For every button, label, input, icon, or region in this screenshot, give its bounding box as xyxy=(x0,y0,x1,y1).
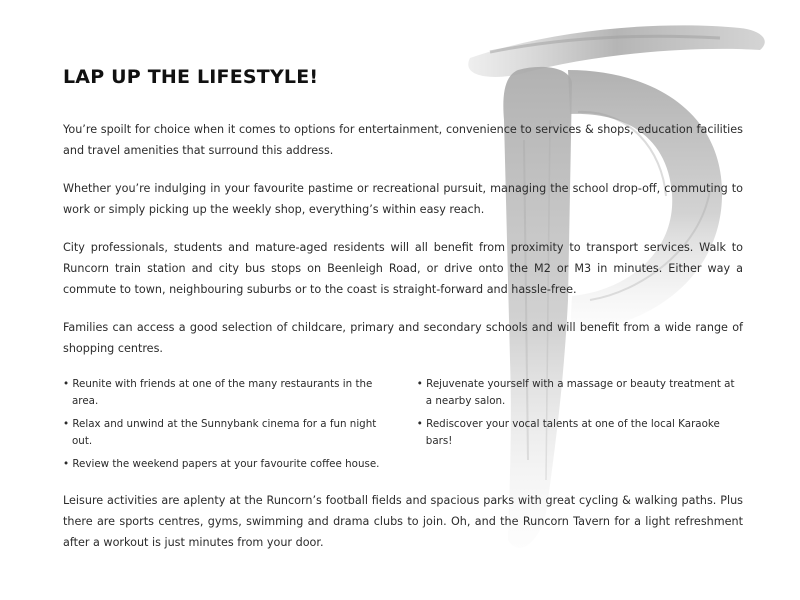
bullet-karaoke: • Rediscover your vocal talents at one of the local Karaoke bars! xyxy=(416,418,720,447)
bullet-restaurants: • Reunite with friends at one of the many restaurants in the area. xyxy=(63,378,373,407)
leisure-paragraph: Leisure activities are aplenty at the Runcorn’s football fields and spacious parks with great cycling & walking paths. Plus there are sports centres, gyms, swimming and drama clubs to join. Oh, and the Runcorn Tavern for a light refreshment after a workout is just minutes from your door. xyxy=(63,494,743,549)
families-paragraph: Families can access a good selection of childcare, primary and secondary schools and will benefit from a wide range of shopping centres. xyxy=(63,321,743,355)
lifestyle-paragraph: Whether you’re indulging in your favourite pastime or recreational pursuit, managing the school drop-off, commuting to work or simply picking up the weekly shop, everything’s within easy reach. xyxy=(63,182,743,216)
page-content xyxy=(63,63,743,570)
bullet-column-right xyxy=(417,376,743,473)
page-title: LAP UP THE LIFESTYLE! xyxy=(63,66,319,88)
bullet-cinema: • Relax and unwind at the Sunnybank cinema for a fun night out. xyxy=(63,418,377,447)
bullet-salon: • Rejuvenate yourself with a massage or beauty treatment at a nearby salon. xyxy=(416,378,735,407)
transport-paragraph: City professionals, students and mature-aged residents will all benefit from proximity to transport services. Walk to Runcorn train station and city bus stops on Beenleigh Road, or drive onto the M2 or M3 in minutes. Either way a commute to town, neighbouring suburbs or to the coast is straight-forward and hassle-free. xyxy=(63,241,743,296)
bullet-column-left xyxy=(63,376,399,473)
intro-paragraph: You’re spoilt for choice when it comes to options for entertainment, convenience to services & shops, education facilities and travel amenities that surround this address. xyxy=(63,123,743,157)
bullet-list xyxy=(63,376,743,473)
bullet-coffee: • Review the weekend papers at your favourite coffee house. xyxy=(63,458,380,470)
